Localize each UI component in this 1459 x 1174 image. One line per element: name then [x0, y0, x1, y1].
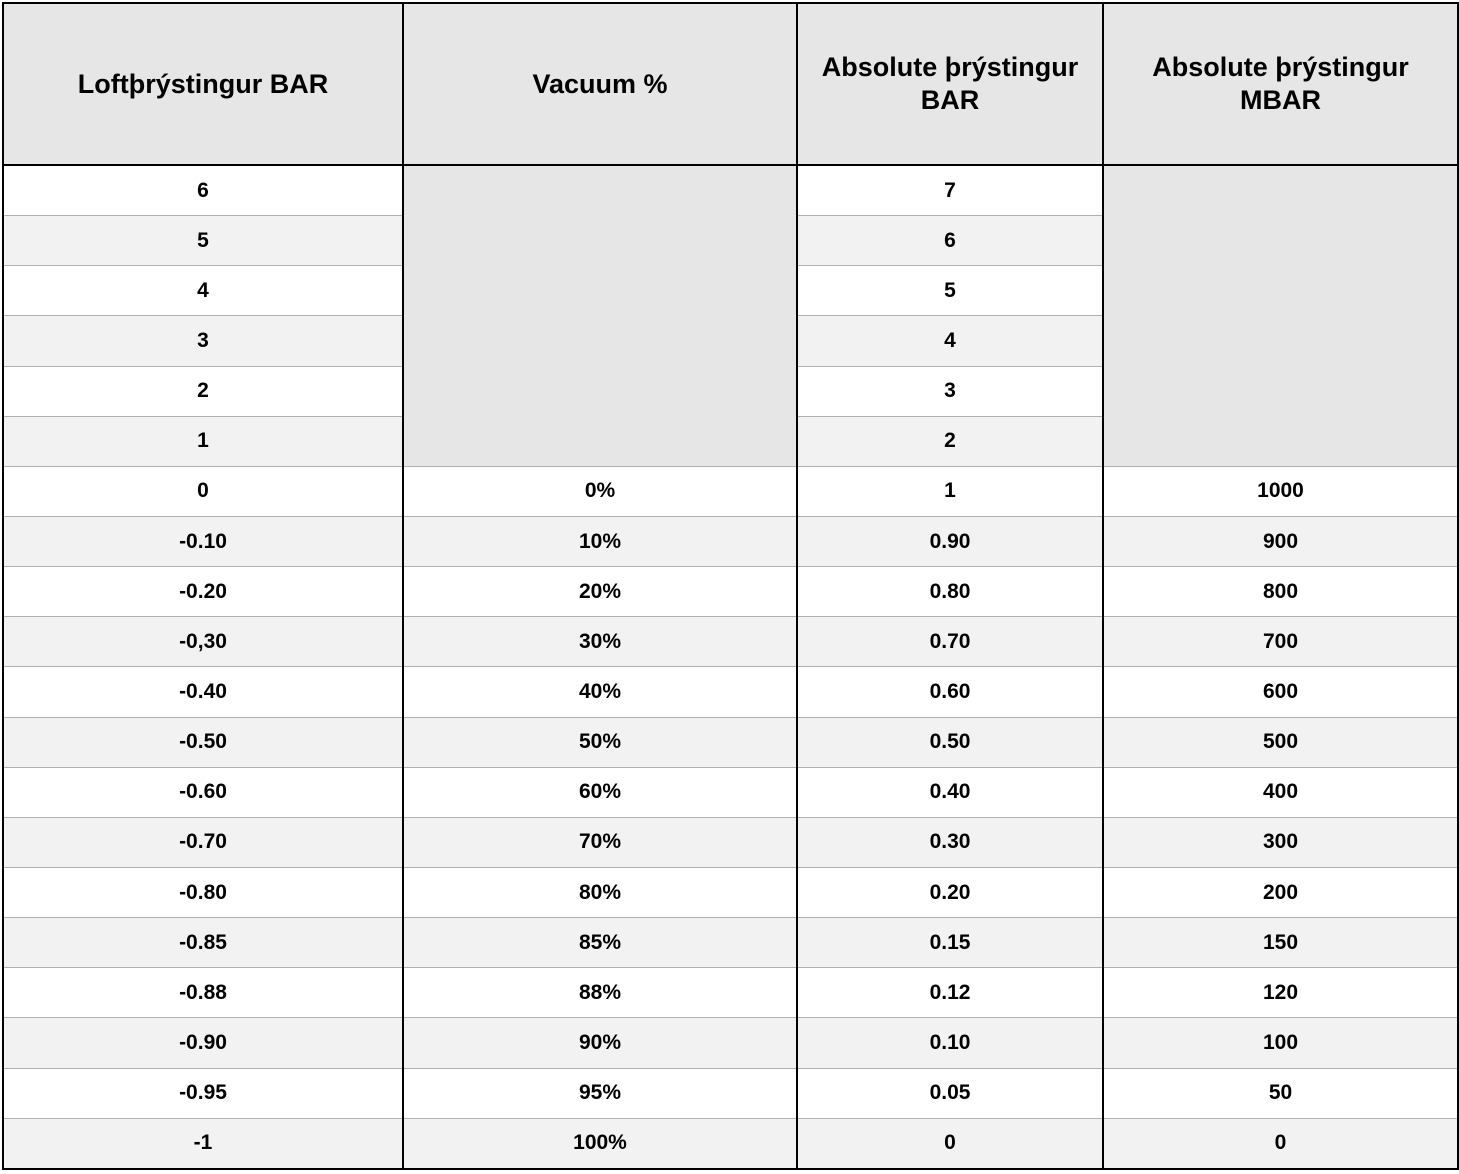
table-row	[3, 567, 1458, 617]
cell-absolute-thrystingur-bar: 0.30	[797, 817, 1103, 867]
cell-absolute-thrystingur-bar: 0.12	[797, 968, 1103, 1018]
cell-absolute-thrystingur-bar: 3	[797, 366, 1103, 416]
cell-vacuum-percent: 80%	[403, 867, 797, 917]
cell-vacuum-percent: 10%	[403, 517, 797, 567]
table-row	[3, 918, 1458, 968]
cell-loftthrystingur-bar: -0.20	[3, 567, 403, 617]
cell-absolute-thrystingur-bar: 0.05	[797, 1068, 1103, 1118]
table-row	[3, 1068, 1458, 1118]
cell-absolute-thrystingur-mbar: 700	[1103, 617, 1458, 667]
pressure-conversion-table-container	[0, 2, 1459, 1174]
cell-loftthrystingur-bar: -0.88	[3, 968, 403, 1018]
cell-absolute-thrystingur-bar: 0.90	[797, 517, 1103, 567]
cell-vacuum-percent: 40%	[403, 667, 797, 717]
cell-absolute-thrystingur-mbar: 300	[1103, 817, 1458, 867]
cell-loftthrystingur-bar: -0.60	[3, 767, 403, 817]
table-row	[3, 165, 1458, 216]
column-header-vacuum-percent: Vacuum %	[403, 3, 797, 165]
cell-absolute-thrystingur-bar: 0.15	[797, 918, 1103, 968]
cell-loftthrystingur-bar: 3	[3, 316, 403, 366]
cell-absolute-thrystingur-bar: 0.60	[797, 667, 1103, 717]
cell-vacuum-percent: 100%	[403, 1118, 797, 1169]
table-row	[3, 968, 1458, 1018]
cell-vacuum-percent: 85%	[403, 918, 797, 968]
pressure-conversion-table	[2, 2, 1459, 1170]
cell-absolute-thrystingur-bar: 4	[797, 316, 1103, 366]
column-header-absolute-thrystingur-mbar: Absolute þrýstingur MBAR	[1103, 3, 1458, 165]
table-row	[3, 867, 1458, 917]
table-header	[3, 3, 1458, 165]
table-row	[3, 717, 1458, 767]
cell-absolute-thrystingur-mbar: 200	[1103, 867, 1458, 917]
cell-absolute-thrystingur-bar: 2	[797, 416, 1103, 466]
cell-loftthrystingur-bar: 5	[3, 216, 403, 266]
column-header-loftthrystingur-bar: Loftþrýstingur BAR	[3, 3, 403, 165]
cell-loftthrystingur-bar: -0.80	[3, 867, 403, 917]
cell-vacuum-percent: 30%	[403, 617, 797, 667]
table-row	[3, 667, 1458, 717]
cell-vacuum-percent: 50%	[403, 717, 797, 767]
cell-loftthrystingur-bar: -0.70	[3, 817, 403, 867]
cell-absolute-thrystingur-bar: 0.10	[797, 1018, 1103, 1068]
cell-loftthrystingur-bar: 2	[3, 366, 403, 416]
cell-absolute-thrystingur-mbar: 1000	[1103, 466, 1458, 516]
cell-absolute-thrystingur-bar: 0.40	[797, 767, 1103, 817]
cell-vacuum-percent: 60%	[403, 767, 797, 817]
cell-vacuum-percent: 95%	[403, 1068, 797, 1118]
cell-absolute-thrystingur-bar: 0.20	[797, 867, 1103, 917]
cell-absolute-thrystingur-bar: 0.70	[797, 617, 1103, 667]
cell-absolute-thrystingur-mbar: 900	[1103, 517, 1458, 567]
cell-vacuum-percent: 88%	[403, 968, 797, 1018]
column-header-absolute-thrystingur-bar: Absolute þrýstingur BAR	[797, 3, 1103, 165]
cell-absolute-thrystingur-mbar: 120	[1103, 968, 1458, 1018]
cell-loftthrystingur-bar: -1	[3, 1118, 403, 1169]
cell-absolute-thrystingur-mbar: 150	[1103, 918, 1458, 968]
table-row	[3, 1118, 1458, 1169]
cell-absolute-thrystingur-mbar-empty	[1103, 165, 1458, 466]
cell-absolute-thrystingur-bar: 0.80	[797, 567, 1103, 617]
cell-absolute-thrystingur-bar: 1	[797, 466, 1103, 516]
cell-loftthrystingur-bar: -0.10	[3, 517, 403, 567]
table-row	[3, 466, 1458, 516]
table-body	[3, 165, 1458, 1169]
cell-loftthrystingur-bar: 6	[3, 165, 403, 216]
cell-vacuum-percent: 20%	[403, 567, 797, 617]
header-row	[3, 3, 1458, 165]
cell-absolute-thrystingur-mbar: 50	[1103, 1068, 1458, 1118]
cell-absolute-thrystingur-bar: 7	[797, 165, 1103, 216]
cell-loftthrystingur-bar: -0.40	[3, 667, 403, 717]
cell-absolute-thrystingur-bar: 0.50	[797, 717, 1103, 767]
cell-absolute-thrystingur-mbar: 100	[1103, 1018, 1458, 1068]
table-row	[3, 817, 1458, 867]
cell-loftthrystingur-bar: 1	[3, 416, 403, 466]
cell-absolute-thrystingur-mbar: 800	[1103, 567, 1458, 617]
cell-vacuum-percent: 70%	[403, 817, 797, 867]
table-row	[3, 1018, 1458, 1068]
cell-loftthrystingur-bar: 0	[3, 466, 403, 516]
cell-absolute-thrystingur-bar: 6	[797, 216, 1103, 266]
cell-absolute-thrystingur-mbar: 600	[1103, 667, 1458, 717]
cell-loftthrystingur-bar: -0.50	[3, 717, 403, 767]
cell-absolute-thrystingur-mbar: 0	[1103, 1118, 1458, 1169]
cell-absolute-thrystingur-mbar: 400	[1103, 767, 1458, 817]
cell-vacuum-percent-empty	[403, 165, 797, 466]
cell-vacuum-percent: 90%	[403, 1018, 797, 1068]
table-row	[3, 617, 1458, 667]
cell-absolute-thrystingur-bar: 5	[797, 266, 1103, 316]
cell-loftthrystingur-bar: -0,30	[3, 617, 403, 667]
cell-absolute-thrystingur-bar: 0	[797, 1118, 1103, 1169]
cell-loftthrystingur-bar: -0.85	[3, 918, 403, 968]
table-row	[3, 517, 1458, 567]
cell-absolute-thrystingur-mbar: 500	[1103, 717, 1458, 767]
cell-loftthrystingur-bar: 4	[3, 266, 403, 316]
cell-vacuum-percent: 0%	[403, 466, 797, 516]
cell-loftthrystingur-bar: -0.95	[3, 1068, 403, 1118]
cell-loftthrystingur-bar: -0.90	[3, 1018, 403, 1068]
table-row	[3, 767, 1458, 817]
